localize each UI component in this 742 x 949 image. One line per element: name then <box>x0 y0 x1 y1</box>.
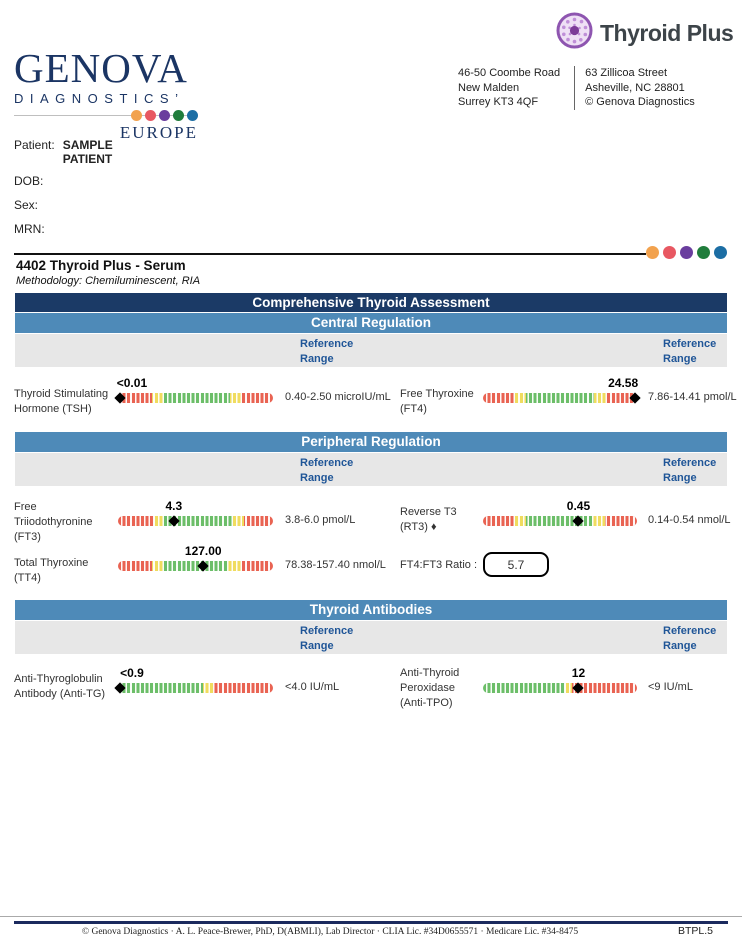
tt4-reference-range: 78.38-157.40 nmol/L <box>285 559 386 571</box>
logo-title: GENOVA <box>14 45 188 91</box>
reference-range-header: Reference Range <box>663 457 717 485</box>
result-value: 12 <box>571 666 586 680</box>
refrange-band-antibodies <box>15 621 727 654</box>
rt3-gauge <box>483 499 637 526</box>
result-value: 24.58 <box>608 376 639 390</box>
logo-subtitle: DIAGNOSTICS’ <box>14 91 185 106</box>
tsh-gauge <box>116 376 273 403</box>
test-methodology: Methodology: Chemiluminescent, RIA <box>16 275 201 287</box>
ft3-label: Free Triiodothyronine (FT3) <box>14 501 93 543</box>
tsh-label: Thyroid Stimulating Hormone (TSH) <box>14 388 109 415</box>
genova-logo <box>14 45 198 143</box>
rt3-reference-range: 0.14-0.54 nmol/L <box>648 514 731 526</box>
cell-icon <box>556 12 593 54</box>
anti-tg-reference-range: <4.0 IU/mL <box>285 681 340 693</box>
logo-divider <box>14 109 198 122</box>
patient-info <box>14 138 113 238</box>
tt4-gauge <box>118 544 273 571</box>
reference-range-header: Reference Range <box>663 625 717 653</box>
section-peripheral-regulation: Peripheral Regulation <box>15 432 727 452</box>
anti-tpo-reference-range: <9 IU/mL <box>648 681 693 693</box>
brand-header <box>556 12 733 54</box>
address-us: 63 Zillicoa Street Asheville, NC 28801 © Genova Diagnostics <box>574 66 695 110</box>
brand-name: Thyroid Plus <box>600 19 734 46</box>
patient-sex-label: Sex: <box>14 198 39 212</box>
ft4-gauge <box>483 376 639 403</box>
ft3-reference-range: 3.8-6.0 pmol/L <box>285 514 356 526</box>
anti-tg-gauge <box>118 666 273 693</box>
anti-tpo-label: Anti-Thyroid Peroxidase (Anti-TPO) <box>400 667 460 709</box>
reference-range-header: Reference Range <box>663 338 717 366</box>
reference-range-header: Reference Range <box>300 625 354 653</box>
section-central-regulation: Central Regulation <box>15 313 727 333</box>
logo-region: EUROPE <box>119 123 198 142</box>
refrange-band-peripheral <box>15 453 727 486</box>
header-rule <box>14 253 646 255</box>
footer-gray-rule <box>0 916 742 917</box>
result-value: 4.3 <box>165 499 183 513</box>
reference-range-header: Reference Range <box>300 457 354 485</box>
footer-text: © Genova Diagnostics · A. L. Peace-Brewer, PhD, D(ABMLI), Lab Director · CLIA Lic. #34D0655571 · Medicare Lic. #34-8475 <box>81 927 579 937</box>
anti-tg-label: Anti-Thyroglobulin Antibody (Anti-TG) <box>14 673 106 700</box>
result-value: <0.9 <box>120 666 144 680</box>
rt3-label: Reverse T3 (RT3) ♦ <box>400 506 457 533</box>
tsh-reference-range: 0.40-2.50 microIU/mL <box>285 391 391 403</box>
result-value: 0.45 <box>566 499 591 513</box>
patient-dob-label: DOB: <box>14 174 44 188</box>
tt4-label: Total Thyroxine (TT4) <box>14 557 89 584</box>
ft4-ft3-ratio-value: 5.7 <box>483 552 549 577</box>
reference-range-header: Reference Range <box>300 338 354 366</box>
address-uk: 46-50 Coombe Road New Malden Surrey KT3 4QF <box>458 67 561 109</box>
patient-name: SAMPLE PATIENT <box>62 138 113 166</box>
ft4-reference-range: 7.86-14.41 pmol/L <box>648 391 737 403</box>
patient-label: Patient: <box>14 138 55 152</box>
section-thyroid-antibodies: Thyroid Antibodies <box>15 600 727 620</box>
refrange-band-central <box>15 334 727 367</box>
result-value: 127.00 <box>184 544 222 558</box>
assessment-title-bar: Comprehensive Thyroid Assessment <box>15 293 727 312</box>
test-title: 4402 Thyroid Plus - Serum <box>16 258 186 273</box>
logo-dots <box>131 110 198 121</box>
footer-navy-rule <box>14 921 728 924</box>
footer-page-code: BTPL.5 <box>677 925 713 937</box>
lab-addresses <box>458 66 695 110</box>
header-dots <box>646 246 727 259</box>
anti-tpo-gauge <box>483 666 637 693</box>
ft3-gauge <box>118 499 273 526</box>
result-value: <0.01 <box>116 376 148 390</box>
ft4-label: Free Thyroxine (FT4) <box>400 388 474 415</box>
patient-mrn-label: MRN: <box>14 222 45 236</box>
ft4-ft3-ratio-label: FT4:FT3 Ratio : <box>400 559 478 571</box>
